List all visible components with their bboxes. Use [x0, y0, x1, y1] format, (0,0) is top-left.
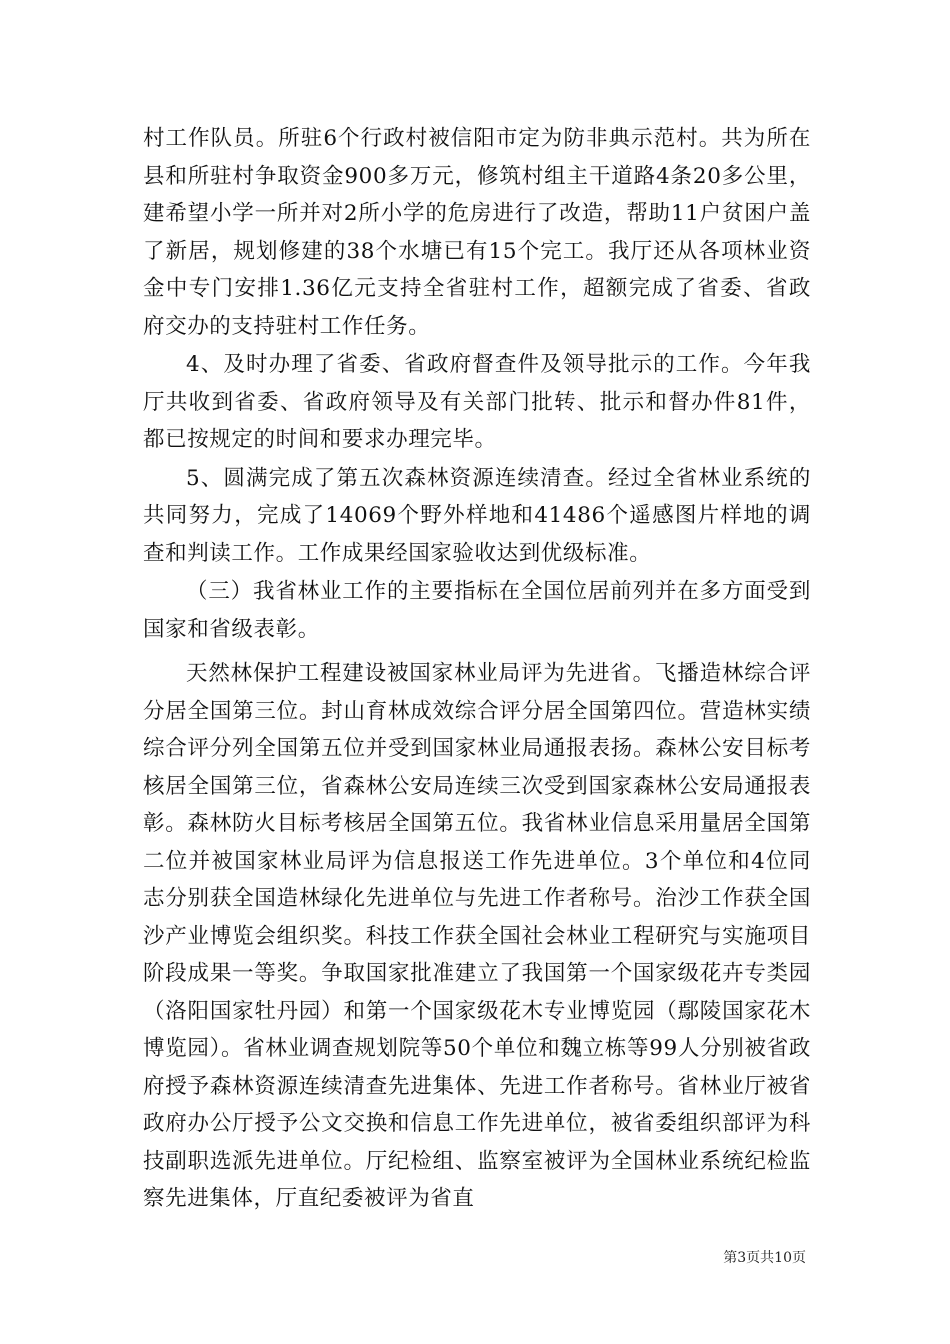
paragraph-village-work: 村工作队员。所驻6个行政村被信阳市定为防非典示范村。共为所在县和所驻村争取资金900多万元，修筑村组主干道路4条20多公里，建希望小学一所并对2所小学的危房进行了改造，帮助11户贫困户盖了新居，规划修建的38个水塘已有15个完工。我厅还从各项林业资金中专门安排1.36亿元支持全省驻村工作，超额完成了省委、省政府交办的支持驻村工作任务。: [143, 126, 811, 339]
body-text: [143, 120, 811, 1218]
paragraph-item-4: 4、及时办理了省委、省政府督查件及领导批示的工作。今年我厅共收到省委、省政府领导及有关部门批转、批示和督办件81件，都已按规定的时间和要求办理完毕。: [143, 352, 811, 452]
paragraph-awards: 天然林保护工程建设被国家林业局评为先进省。飞播造林综合评分居全国第三位。封山育林成效综合评分居全国第四位。营造林实绩综合评分列全国第五位并受到国家林业局通报表扬。森林公安目标考核居全国第三位，省森林公安局连续三次受到国家森林公安局通报表彰。森林防火目标考核居全国第五位。我省林业信息采用量居全国第二位并被国家林业局评为信息报送工作先进单位。3个单位和4位同志分别获全国造林绿化先进单位与先进工作者称号。治沙工作获全国沙产业博览会组织奖。科技工作获全国社会林业工程研究与实施项目阶段成果一等奖。争取国家批准建立了我国第一个国家级花卉专类园（洛阳国家牡丹园）和第一个国家级花木专业博览园（鄢陵国家花木博览园）。省林业调查规划院等50个单位和魏立栋等99人分别被省政府授予森林资源连续清查先进集体、先进工作者称号。省林业厅被省政府办公厅授予公文交换和信息工作先进单位，被省委组织部评为科技副职选派先进单位。厅纪检组、监察室被评为全国林业系统纪检监察先进集体，厅直纪委被评为省直: [143, 661, 811, 1211]
section-heading-3: （三）我省林业工作的主要指标在全国位居前列并在多方面受到国家和省级表彰。: [143, 579, 811, 642]
page-number-footer: 第3页共10页: [723, 1250, 806, 1266]
paragraph-item-5: 5、圆满完成了第五次森林资源连续清查。经过全省林业系统的共同努力，完成了14069个野外样地和41486个遥感图片样地的调查和判读工作。工作成果经国家验收达到优级标准。: [143, 465, 811, 566]
